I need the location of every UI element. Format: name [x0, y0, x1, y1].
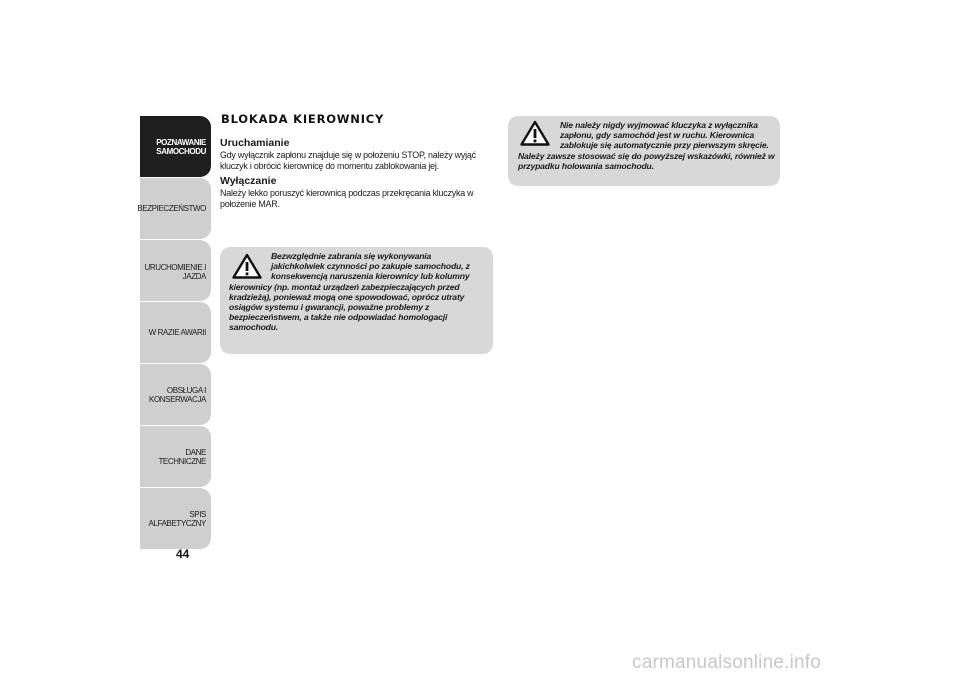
tab-label: OBSŁUGA I KONSERWACJA [149, 385, 206, 404]
tab-poznawanie-samochodu[interactable] [140, 116, 211, 177]
chapter-tabs [137, 116, 211, 550]
main-column [220, 112, 492, 213]
tab-bezpieczenstwo[interactable] [137, 178, 211, 239]
warning-text-tail: Należy zawsze stosować się do powyższej wskazówki, również w przypadku holowania samochodu. [518, 151, 775, 171]
subheading-uruchamianie: Uruchamianie [220, 137, 290, 149]
watermark: carmanualsonline.info [632, 652, 822, 673]
warning-triangle-icon [232, 253, 262, 279]
tab-w-razie-awarii[interactable] [140, 302, 211, 363]
warning-text-tail: kierownicy (np. montaż urządzeń zabezpieczających przed kradzieżą), ponieważ mogą one spowodować, oprócz utraty osiągów systemu i gwarancji, poważne problemy z bezpieczeństwem, a także nie odpowiadać homologacji samochodu. [229, 282, 465, 332]
warning-box-steering-modification [220, 247, 493, 354]
tab-label: POZNAWANIE SAMOCHODU [156, 137, 206, 156]
subheading-wylaczanie: Wyłączanie [220, 175, 277, 187]
tab-obsluga-i-konserwacja[interactable] [140, 364, 211, 425]
tab-uruchomienie-i-jazda[interactable] [140, 240, 211, 301]
tab-label: SPIS ALFABETYCZNY [148, 509, 206, 528]
tab-label: URUCHOMIENIE I JAZDA [144, 263, 206, 281]
warning-text-head: Nie należy nigdy wyjmować kluczyka z wyłącznika zapłonu, gdy samochód jest w ruchu. Kierownica zablokuje się automatycznie przy pierwszym skręcie. [560, 120, 769, 150]
paragraph-wylaczanie: Należy lekko poruszyć kierownicą podczas przekręcania kluczyka w położenie MAR. [220, 188, 474, 210]
warning-text-head: Bezwzględnie zabrania się wykonywania jakichkolwiek czynności po zakupie samochodu, z konsekwencją naruszenia kierownicy lub kolumny [271, 251, 470, 281]
section-title: BLOKADA KIEROWNICY [221, 112, 385, 126]
paragraph-uruchamianie: Gdy wyłącznik zapłonu znajduje się w położeniu STOP, należy wyjąć kluczyk i obrócić kierownicę do momentu zablokowania jej. [220, 150, 476, 172]
tab-spis-alfabetyczny[interactable] [140, 488, 211, 549]
page-number: 44 [176, 547, 190, 561]
tab-dane-techniczne[interactable] [140, 426, 211, 487]
tab-label: DANE TECHNICZNE [158, 447, 206, 466]
tab-label: BEZPIECZEŃSTWO [137, 204, 206, 213]
tab-label: W RAZIE AWARII [148, 328, 206, 337]
warning-box-key-removal [508, 116, 780, 186]
warning-triangle-icon [520, 120, 550, 146]
